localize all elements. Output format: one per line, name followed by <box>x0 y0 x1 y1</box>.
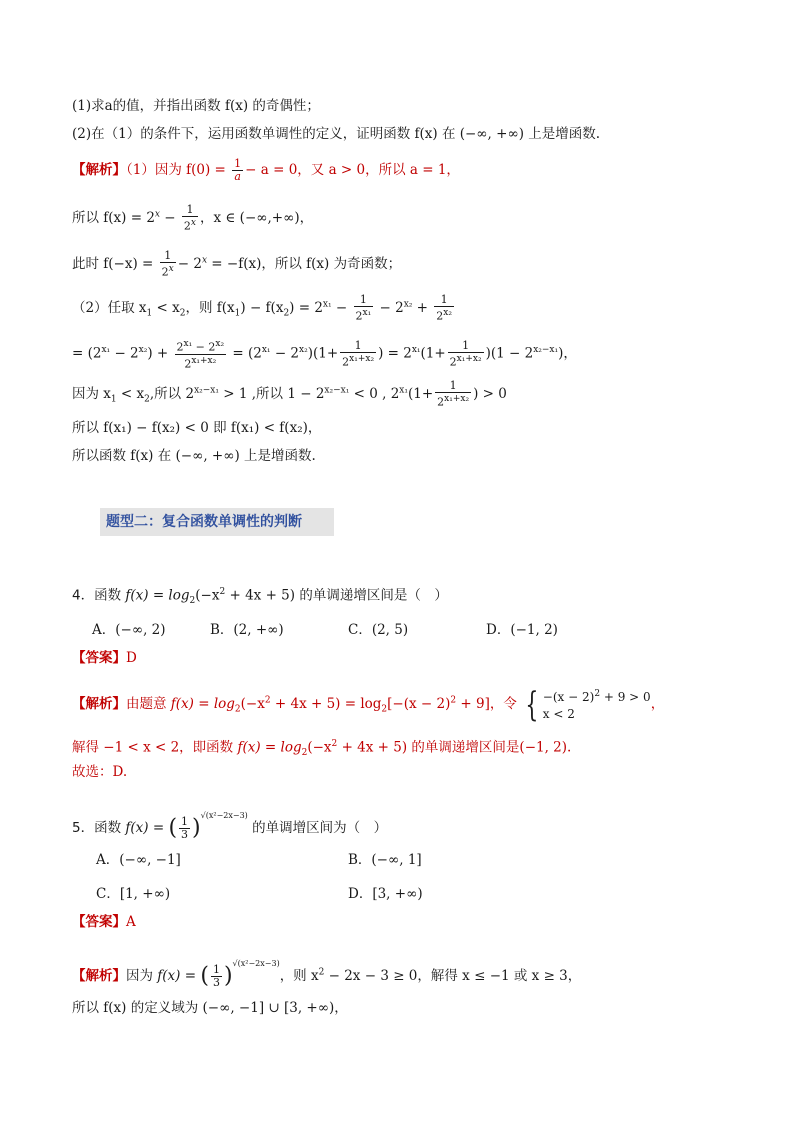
inequality-system: $-(x - 2)^2 + 9 > 0$ x < 2 <box>542 689 651 721</box>
system-brace: { <box>525 684 539 725</box>
fraction-1-over-2x-b: $\frac{1}{2^x}$ <box>161 249 174 279</box>
q5-domain: 所以 f(x) 的定义域为 (−∞, −1] ∪ [3, +∞)， <box>72 1000 348 1016</box>
fraction-1-over-a: $\frac{1}{a}$ <box>234 157 242 183</box>
q4-option-c[interactable]: C．(2, 5) <box>348 622 409 638</box>
question-part-1: (1)求a的值，并指出函数 f(x) 的奇偶性； <box>72 98 320 114</box>
question-part-2: (2)在（1）的条件下，运用函数单调性的定义，证明函数 f(x) 在 (−∞, +∞) 上是增函数. <box>72 126 601 142</box>
q5-analysis: 【解析】因为 f(x) = ( $\frac{1}{3}$ )$^{√(x^2-2x-3)}$，则 $x^2 - 2x - 3 \ge 0$，解得 x ≤ −1 或 x ≥ 3， <box>72 959 582 989</box>
q4-stem: 4．函数 $f(x) = \log_2(-x^2 + 4x + 5)$ 的单调递增区间是（ ） <box>72 587 448 607</box>
solution-line-3: 此时 f(−x) = $\frac{1}{2^x}$ − $2^x = -f(x)$，所以 f(x) 为奇函数； <box>72 249 402 279</box>
solution-line-8: 所以函数 f(x) 在 (−∞, +∞) 上是增函数. <box>72 448 316 464</box>
q5-option-b[interactable]: B．(−∞, 1] <box>348 852 422 868</box>
q4-option-d[interactable]: D．(−1, 2) <box>486 622 558 638</box>
solution-line-4: （2）任取 $x_1 < x_2$，则 $f(x_1) - f(x_2) = 2^{x_1}$ − $\frac{1}{2^{x_1}}$ − $2^{x_2}$ + $\frac{1}{2^{x_2}}$ <box>72 293 452 323</box>
solution-line-2: 所以 $f(x) = 2^x$ − $\frac{1}{2^x}$ ，x ∈ (−∞,+∞)， <box>72 203 314 233</box>
solution-line-1: 【解析】（1）因为 f(0) = $\frac{1}{a}$ − a = 0，又 a > 0，所以 a = 1， <box>72 157 460 183</box>
q5-option-d[interactable]: D．[3, +∞) <box>348 886 423 902</box>
section-heading: 题型二：复合函数单调性的判断 <box>100 508 334 536</box>
q4-analysis: 【解析】由题意 $f(x) = \log_2(-x^2 + 4x + 5) = \log_2[-(x - 2)^2 + 9]$，令 { $-(x - 2)^2 + 9 > 0$ x < 2 ， <box>72 684 665 725</box>
q5-answer: 【答案】A <box>72 914 136 930</box>
solution-line-6: 因为 $x_1 < x_2$,所以 $2^{x_2-x_1} > 1$ ,所以 $1 - 2^{x_2-x_1} < 0$ , $2^{x_1}(1+$ $\frac{1}{2^{x_1+x_2}}$ ) > 0 <box>72 379 507 409</box>
q4-answer: 【答案】D <box>72 650 137 666</box>
fraction-1-over-2x: $\frac{1}{2^x}$ <box>183 203 196 233</box>
q4-solve-line: 解得 −1 < x < 2，即函数 $f(x) = \log_2(-x^2 + 4x + 5)$ 的单调递增区间是(−1, 2). <box>72 739 572 759</box>
q4-option-b[interactable]: B．(2, +∞) <box>210 622 284 638</box>
analysis-label: 【解析】 <box>72 162 126 178</box>
solution-line-5: = $(2^{x_1} - 2^{x_2})$ + $\frac{2^{x_1} - 2^{x_2}}{2^{x_1+x_2}}$ = $(2^{x_1} - 2^{x_2})(1+$ $\frac{1}{2^{x_1+x_2}}$ ) = $2^{x_1}(1+$ $\frac{1}{2^{x_1+x_2}}$ )$(1 - 2^{x_2-x_1})$， <box>72 338 577 371</box>
q5-stem: 5．函数 f(x) = ( $\frac{1}{3}$ )$^{√(x^2-2x-3)}$ 的单调增区间为（ ） <box>72 811 388 841</box>
solution-line-7: 所以 f(x₁) − f(x₂) < 0 即 f(x₁) < f(x₂)， <box>72 420 322 436</box>
q5-option-a[interactable]: A．(−∞, −1] <box>96 852 181 868</box>
q5-option-c[interactable]: C．[1, +∞) <box>96 886 171 902</box>
q4-option-a[interactable]: A．(−∞, 2) <box>92 622 166 638</box>
q4-choose: 故选：D. <box>72 764 128 780</box>
